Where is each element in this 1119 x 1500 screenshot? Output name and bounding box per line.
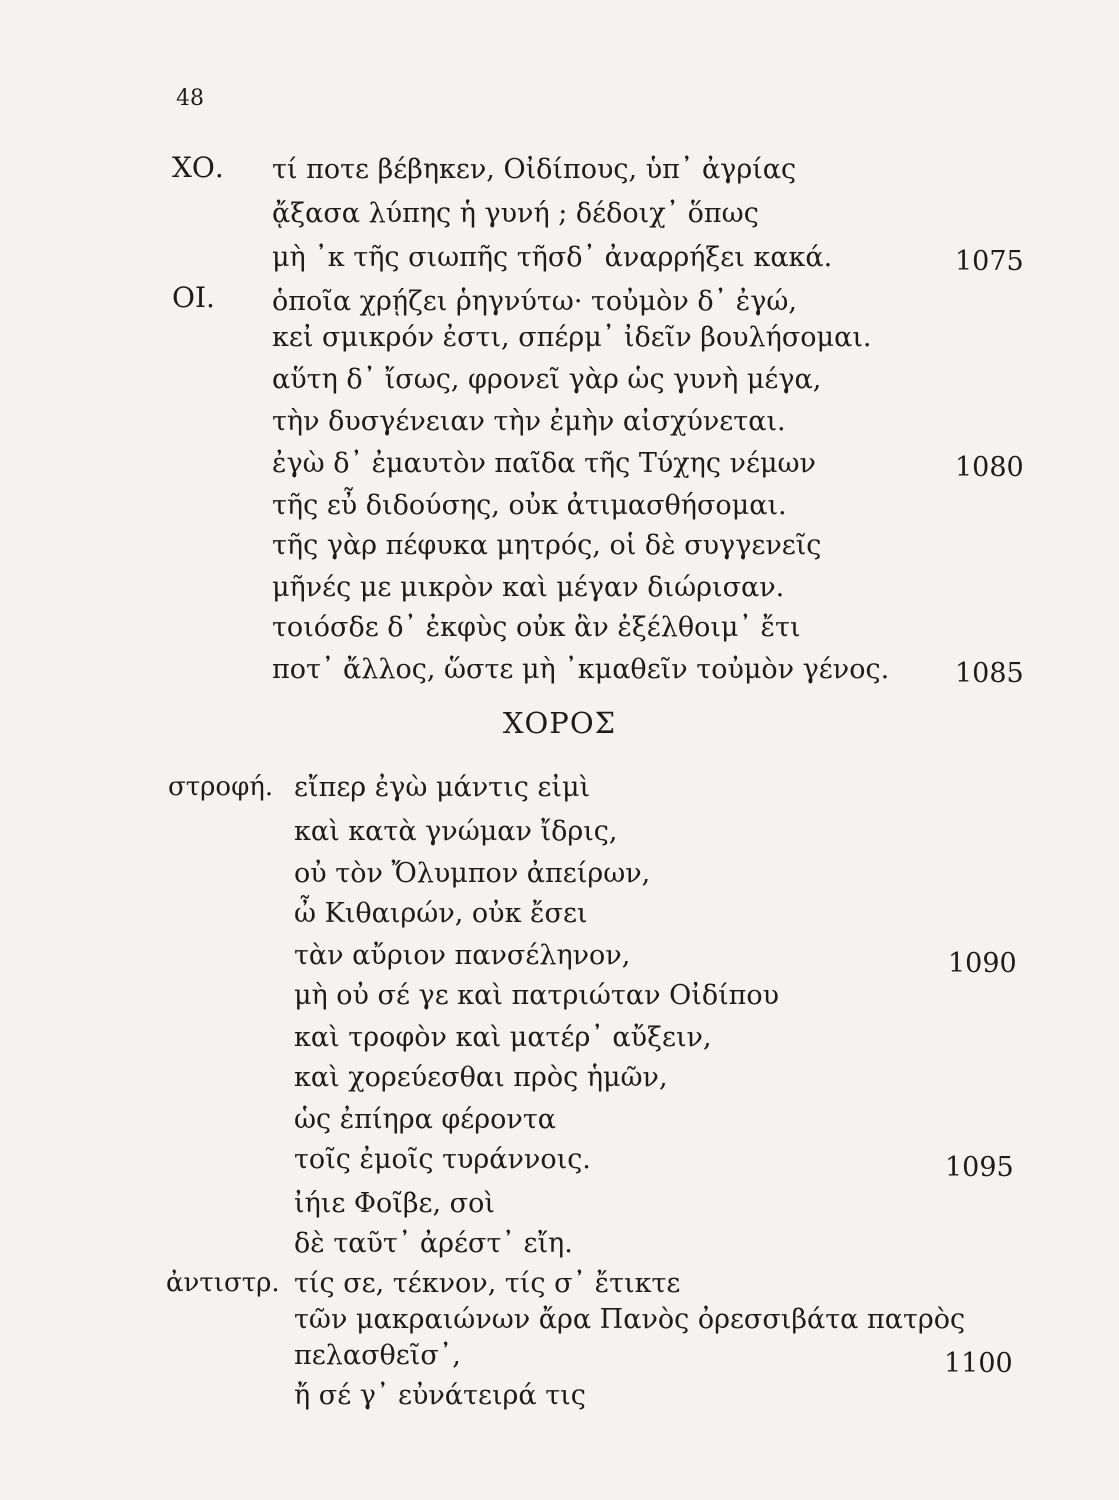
- verse-line: τῶν μακραιώνων ἄρα Πανὸς ὀρεσσιβάτα πατρὸς: [294, 1304, 966, 1335]
- speaker-label: ΟΙ.: [172, 281, 215, 314]
- verse-line: τοιόσδε δ᾿ ἐκφὺς οὐκ ἂν ἐξέλθοιμ᾿ ἔτι: [272, 612, 801, 643]
- line-number: 1100: [944, 1348, 1013, 1379]
- antistrophe-label: ἀντιστρ.: [166, 1268, 280, 1298]
- verse-line: τῆς εὖ διδούσης, οὐκ ἀτιμασθήσομαι.: [272, 490, 787, 521]
- line-number: 1095: [945, 1152, 1014, 1183]
- verse-line: μῆνές με μικρὸν καὶ μέγαν διώρισαν.: [272, 572, 785, 603]
- verse-line: ἰήιε Φοῖβε, σοὶ: [294, 1188, 495, 1219]
- verse-line: δὲ ταῦτ᾿ ἀρέστ᾿ εἴη.: [294, 1228, 573, 1259]
- speaker-label: ΧΟ.: [172, 151, 224, 184]
- verse-line: τῆς γὰρ πέφυκα μητρός, οἱ δὲ συγγενεῖς: [272, 530, 822, 561]
- chorus-heading: ΧΟΡΟΣ: [502, 706, 617, 740]
- verse-line: τὰν αὔριον πανσέληνον,: [294, 940, 631, 971]
- verse-line: καὶ τροφὸν καὶ ματέρ᾿ αὔξειν,: [294, 1022, 712, 1053]
- line-number: 1075: [955, 246, 1024, 277]
- verse-line: τοῖς ἐμοῖς τυράννοις.: [294, 1144, 591, 1175]
- verse-line: τίς σε, τέκνον, τίς σ᾿ ἔτικτε: [294, 1268, 681, 1299]
- verse-line: τὴν δυσγένειαν τὴν ἐμὴν αἰσχύνεται.: [272, 406, 786, 437]
- verse-line: εἴπερ ἐγὼ μάντις εἰμὶ: [294, 772, 591, 803]
- verse-line: κεἰ σμικρόν ἐστι, σπέρμ᾿ ἰδεῖν βουλήσομαι.: [272, 322, 872, 353]
- verse-line: οὐ τὸν Ὄλυμπον ἀπείρων,: [294, 858, 651, 889]
- verse-line: αὕτη δ᾿ ἴσως, φρονεῖ γὰρ ὡς γυνὴ μέγα,: [272, 364, 822, 395]
- verse-line: ὦ Κιθαιρών, οὐκ ἔσει: [294, 898, 588, 929]
- verse-line: πελασθεῖσ᾿,: [294, 1340, 461, 1371]
- line-number: 1085: [955, 658, 1024, 689]
- line-number: 1080: [955, 452, 1024, 483]
- verse-line: καὶ κατὰ γνώμαν ἴδρις,: [294, 816, 618, 847]
- verse-line: ἐγὼ δ᾿ ἐμαυτὸν παῖδα τῆς Τύχης νέμων: [272, 448, 816, 479]
- line-number: 1090: [948, 948, 1017, 979]
- verse-line: καὶ χορεύεσθαι πρὸς ἡμῶν,: [294, 1062, 668, 1093]
- verse-line: ᾄξασα λύπης ἡ γυνή ; δέδοιχ᾿ ὅπως: [272, 198, 759, 229]
- page-number: 48: [176, 86, 204, 111]
- verse-line: μὴ ᾿κ τῆς σιωπῆς τῆσδ᾿ ἀναρρήξει κακά.: [272, 242, 833, 273]
- verse-line: μὴ οὐ σέ γε καὶ πατριώταν Οἰδίπου: [294, 980, 780, 1011]
- strophe-label: στροφή.: [168, 772, 274, 802]
- verse-line: τί ποτε βέβηκεν, Οἰδίπους, ὑπ᾿ ἀγρίας: [272, 154, 797, 185]
- verse-line: ἤ σέ γ᾿ εὐνάτειρά τις: [294, 1380, 586, 1411]
- verse-line: ποτ᾿ ἄλλος, ὥστε μὴ ᾿κμαθεῖν τοὐμὸν γένος.: [272, 654, 890, 685]
- verse-line: ὡς ἐπίηρα φέροντα: [294, 1104, 557, 1135]
- verse-line: ὁποῖα χρῄζει ῥηγνύτω· τοὐμὸν δ᾿ ἐγώ,: [272, 286, 797, 317]
